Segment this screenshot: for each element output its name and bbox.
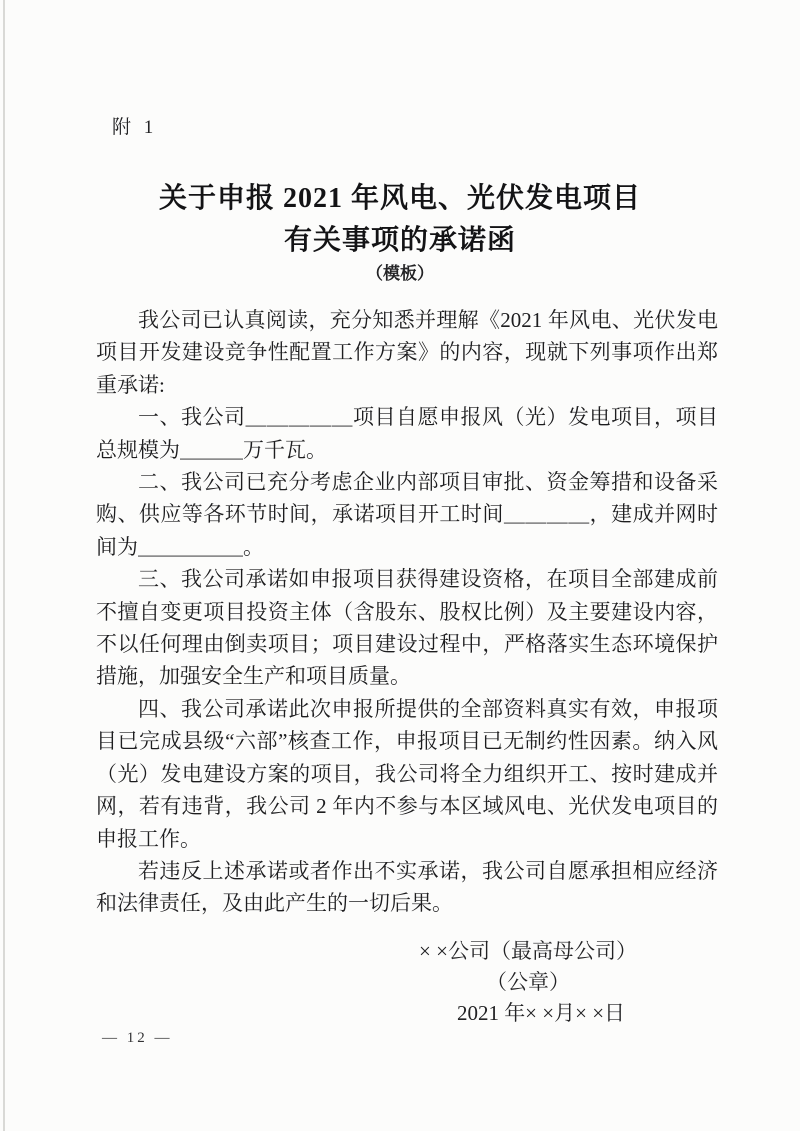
signature-block <box>392 936 664 1029</box>
document-title-line1: 关于申报 2021 年风电、光伏发电项目 <box>158 183 641 214</box>
paragraph-closing: 若违反上述承诺或者作出不实承诺，我公司自愿承担相应经济和法律责任，及由此产生的一切后果。 <box>96 858 718 916</box>
signature-company: × ×公司（最高母公司） <box>419 939 637 963</box>
document-subtitle: （模板） <box>366 264 434 283</box>
signature-date: 2021 年× ×月× ×日 <box>456 1001 626 1025</box>
document-body <box>96 304 718 920</box>
paragraph-item-3: 三、我公司承诺如申报项目获得建设资格，在项目全部建成前不擅自变更项目投资主体（含股东、股权比例）及主要建设内容，不以任何理由倒卖项目；项目建设过程中，严格落实生态环境保护措施，加强安全生产和项目质量。 <box>96 567 718 689</box>
paragraph-item-1: 一、我公司＿＿＿＿＿项目自愿申报风（光）发电项目，项目总规模为＿＿＿万千瓦。 <box>96 405 718 462</box>
paragraph-item-2: 二、我公司已充分考虑企业内部项目审批、资金筹措和设备采购、供应等各环节时间，承诺项目开工时间＿＿＿＿，建成并网时间为＿＿＿＿＿。 <box>96 470 718 559</box>
signature-seal: （公章） <box>486 970 570 994</box>
paragraph-item-4: 四、我公司承诺此次申报所提供的全部资料真实有效，申报项目已完成县级“六部”核查工作，申报项目已无制约性因素。纳入风（光）发电建设方案的项目，我公司将全力组织开工、按时建成并网，若有违背，我公司 2 年内不参与本区域风电、光伏发电项目的申报工作。 <box>96 696 718 851</box>
scan-edge-line <box>3 0 5 1131</box>
attachment-label: 附 1 <box>112 117 158 138</box>
page-number: — 12 — <box>102 1030 173 1046</box>
paragraph-intro: 我公司已认真阅读，充分知悉并理解《2021 年风电、光伏发电项目开发建设竞争性配置工作方案》的内容，现就下列事项作出郑重承诺: <box>96 308 718 397</box>
document-title-line2: 有关事项的承诺函 <box>283 225 516 256</box>
